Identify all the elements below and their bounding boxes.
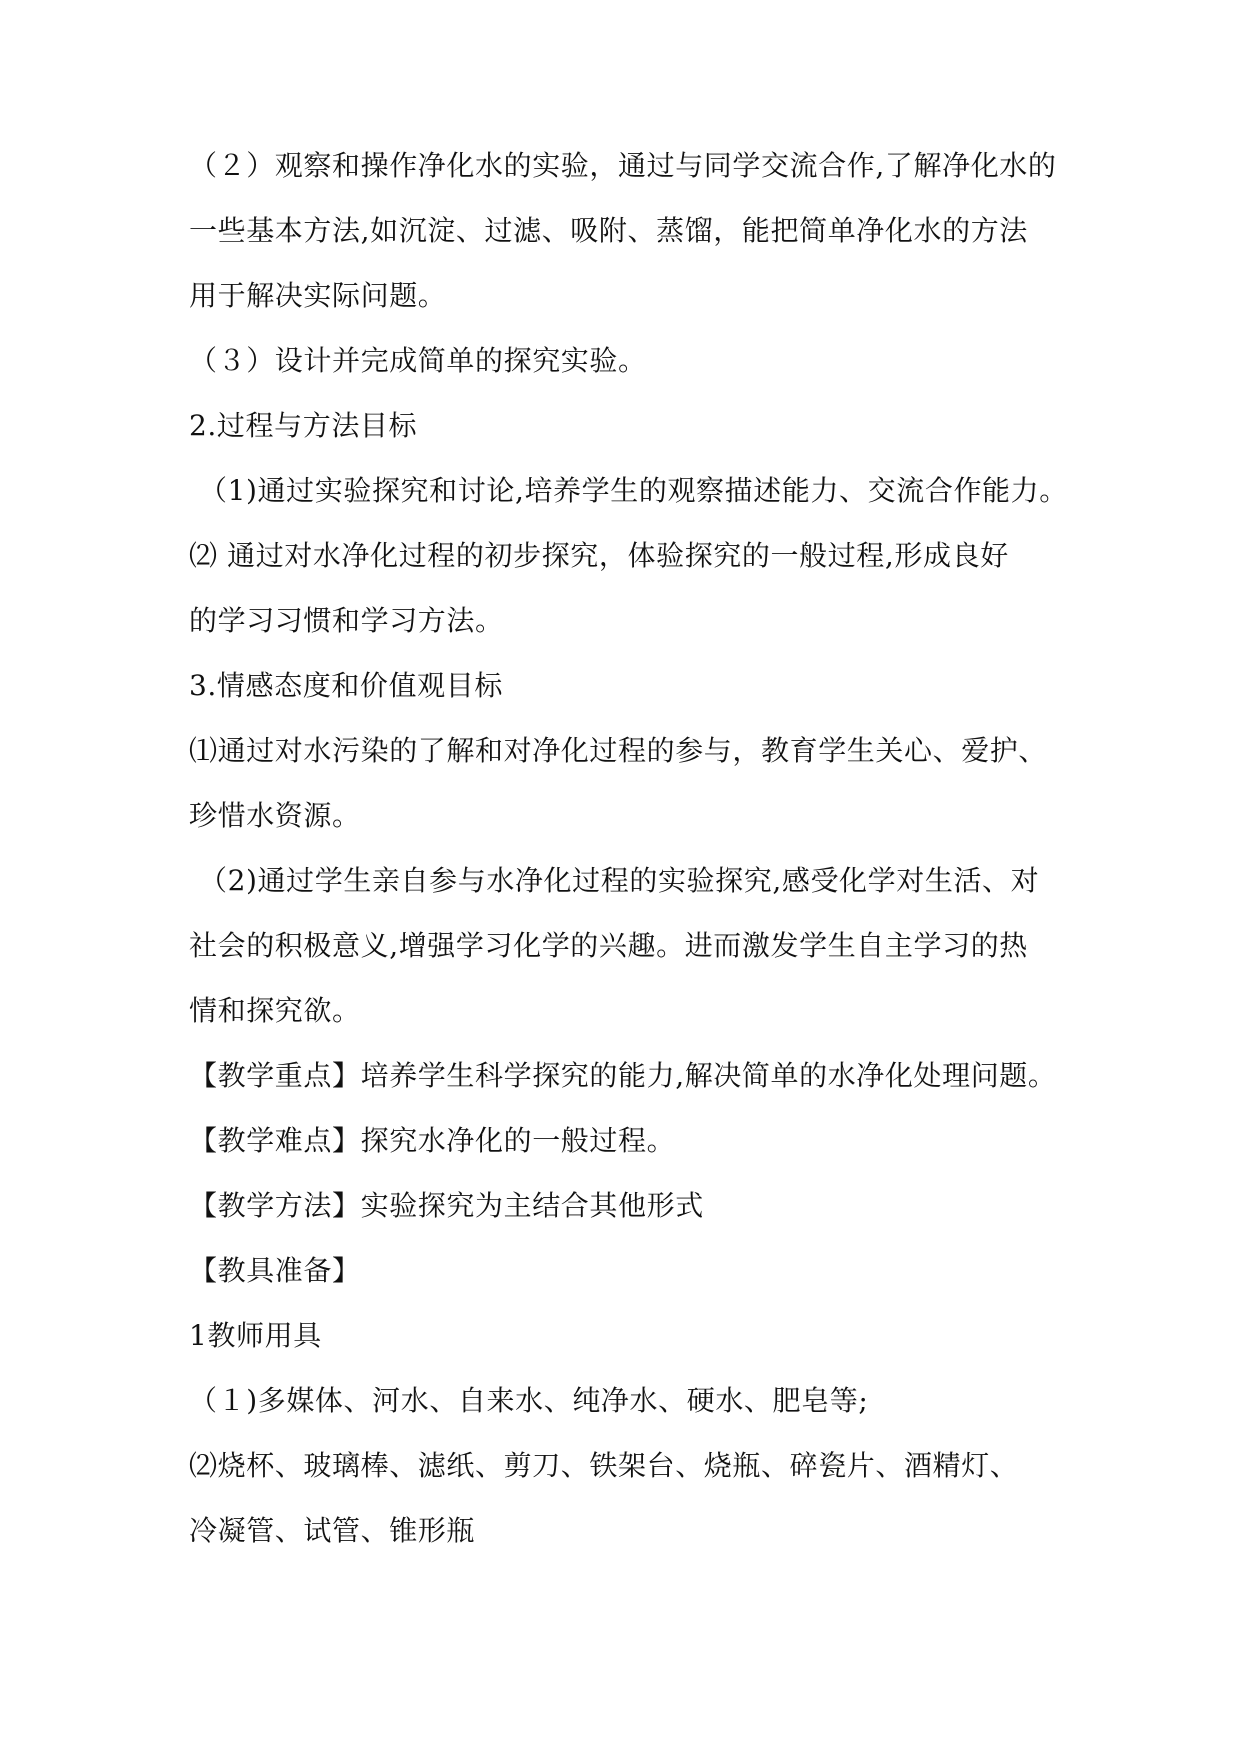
text-line: （３）设计并完成简单的探究实验。 xyxy=(189,344,647,377)
text-line: （1)通过实验探究和讨论,培养学生的观察描述能力、交流合作能力。 xyxy=(199,474,1068,507)
teaching-method: 【教学方法】实验探究为主结合其他形式 xyxy=(189,1189,704,1222)
text-line: ⑴通过对水污染的了解和对净化过程的参与，教育学生关心、爱护、 xyxy=(189,734,1048,767)
text-line: 的学习习惯和学习方法。 xyxy=(189,604,504,637)
text-line: 珍惜水资源。 xyxy=(189,799,361,832)
section-heading: 3.情感态度和价值观目标 xyxy=(189,669,503,702)
text-line: （2)通过学生亲自参与水净化过程的实验探究,感受化学对生活、对 xyxy=(199,864,1040,897)
text-line: 一些基本方法,如沉淀、过滤、吸附、蒸馏，能把简单净化水的方法 xyxy=(189,214,1028,247)
section-heading: 2.过程与方法目标 xyxy=(189,409,418,442)
text-line: ⑵烧杯、玻璃棒、滤纸、剪刀、铁架台、烧瓶、碎瓷片、酒精灯、 xyxy=(189,1449,1019,1482)
text-line: 冷凝管、试管、锥形瓶 xyxy=(189,1514,476,1547)
teaching-difficulty: 【教学难点】探究水净化的一般过程。 xyxy=(189,1124,676,1157)
text-line: 情和探究欲。 xyxy=(189,994,361,1027)
text-line: ⑵ 通过对水净化过程的初步探究，体验探究的一般过程,形成良好 xyxy=(189,539,1009,572)
teaching-aids-heading: 【教具准备】 xyxy=(189,1254,361,1287)
text-line: （２）观察和操作净化水的实验，通过与同学交流合作,了解净化水的 xyxy=(189,149,1057,182)
text-line: 用于解决实际问题。 xyxy=(189,279,447,312)
text-line: （１)多媒体、河水、自来水、纯净水、硬水、肥皂等; xyxy=(189,1384,869,1417)
text-line: 社会的积极意义,增强学习化学的兴趣。进而激发学生自主学习的热 xyxy=(189,929,1028,962)
section-heading: 1教师用具 xyxy=(189,1319,322,1352)
teaching-focus: 【教学重点】培养学生科学探究的能力,解决简单的水净化处理问题。 xyxy=(189,1059,1057,1092)
